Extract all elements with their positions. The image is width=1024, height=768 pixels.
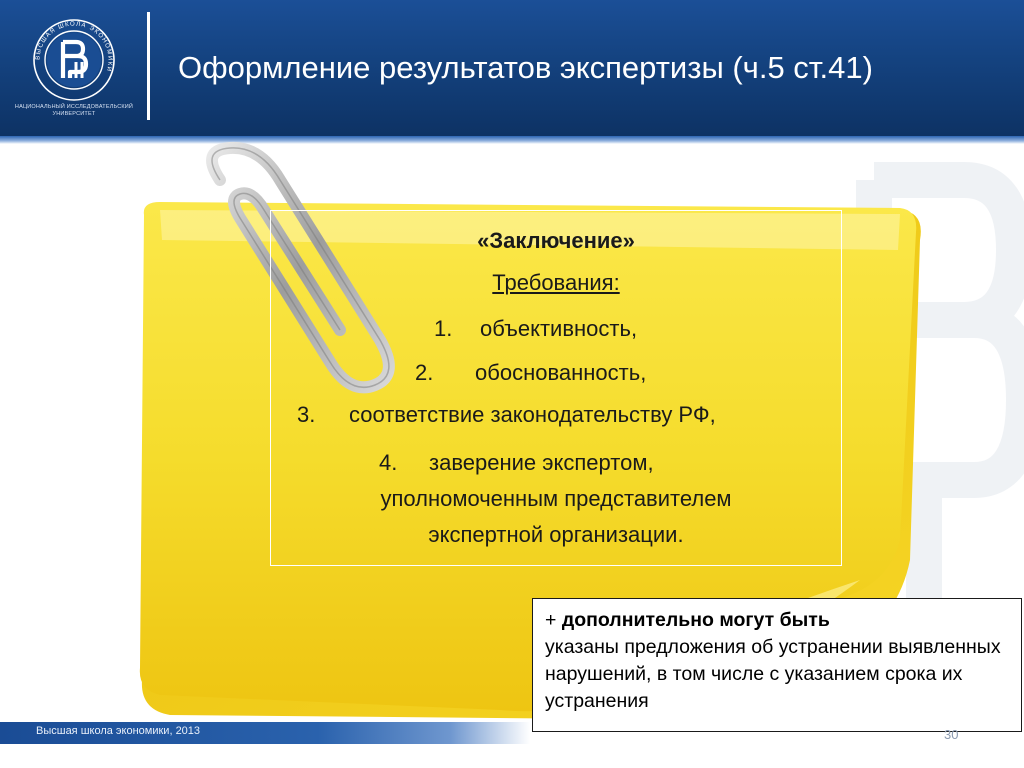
list-item: 2. обоснованность, bbox=[415, 360, 647, 385]
footer-text: Высшая школа экономики, 2013 bbox=[36, 725, 201, 737]
list-item: 4. заверение экспертом, bbox=[379, 450, 654, 475]
list-item-continuation: уполномоченным представителем bbox=[380, 486, 732, 511]
list-item: 1. объективность, bbox=[434, 316, 638, 341]
logo-caption: НАЦИОНАЛЬНЫЙ ИССЛЕДОВАТЕЛЬСКИЙ УНИВЕРСИТЕТ bbox=[14, 104, 134, 117]
note-bold-text: дополнительно могут быть bbox=[561, 609, 830, 631]
list-item-continuation: экспертной организации. bbox=[428, 522, 684, 547]
requirements-card bbox=[270, 210, 842, 566]
additional-note bbox=[532, 598, 1022, 732]
header-bar bbox=[0, 0, 1024, 136]
page-number: 30 bbox=[944, 727, 959, 742]
card-subheading: Требования: bbox=[492, 270, 620, 295]
page-title: Оформление результатов экспертизы (ч.5 ст.41) bbox=[178, 50, 873, 85]
university-logo bbox=[32, 18, 116, 102]
list-item: 3. соответствие законодательству РФ, bbox=[297, 402, 716, 427]
footer-bar bbox=[0, 722, 530, 744]
header-divider bbox=[147, 12, 150, 120]
card-heading: «Заключение» bbox=[477, 228, 635, 253]
logo-ring-text: ВЫСШАЯ ШКОЛА ЭКОНОМИКИ bbox=[34, 20, 114, 74]
note-text: указаны предложения об устранении выявленных нарушений, в том числе с указанием срока их устранения bbox=[545, 636, 1001, 712]
plus-sign: + bbox=[545, 609, 557, 631]
